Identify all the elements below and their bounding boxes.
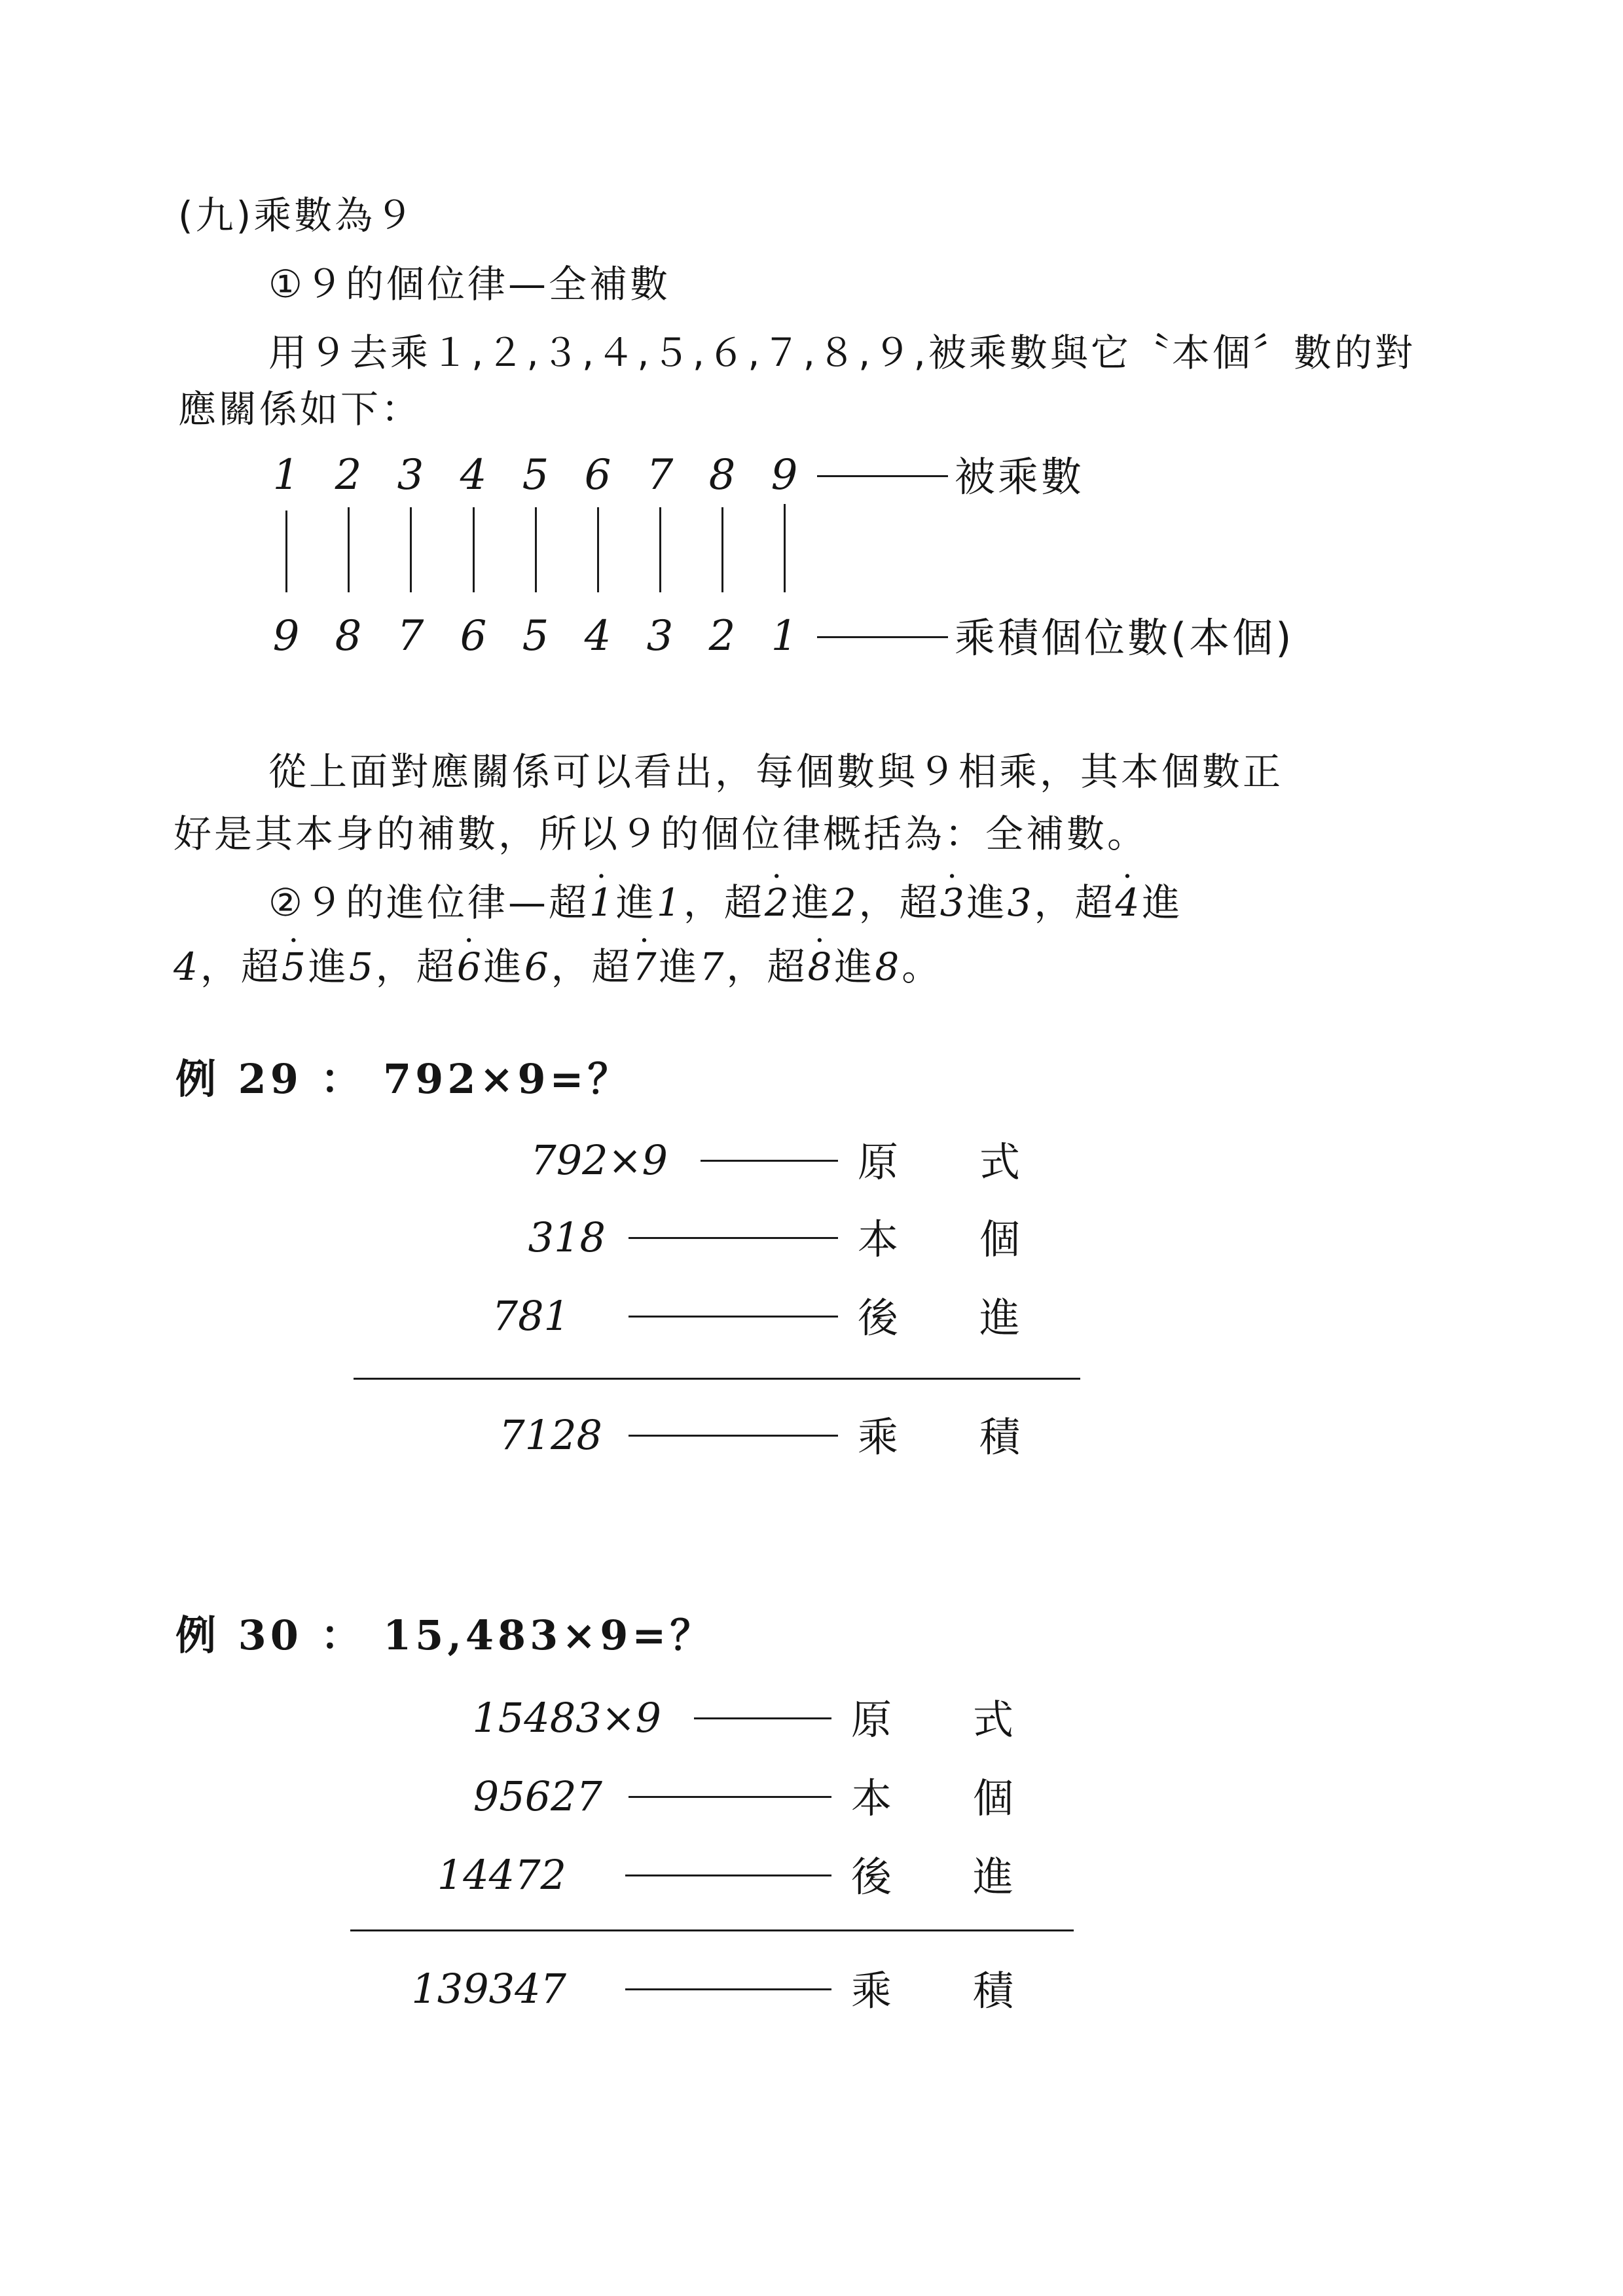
connector-line — [721, 507, 723, 592]
bottom-row-label: 乘積個位數(本個) — [955, 614, 1294, 662]
bottom-digit: 4 — [584, 612, 611, 660]
top-digit: 2 — [335, 451, 362, 499]
bottom-digit: 9 — [272, 612, 300, 660]
bottom-leader-line — [817, 636, 948, 638]
carry-digit: 5 — [348, 944, 376, 989]
bottom-digit: 8 — [335, 612, 362, 660]
section-heading: (九)乘數為９ — [178, 193, 416, 238]
example-30-units-value: 95627 — [473, 1772, 602, 1820]
leader-line — [701, 1160, 838, 1162]
example-30-product-label: 乘 積 — [851, 1967, 1014, 2015]
leader-line — [629, 1435, 838, 1437]
rule-text: 進 — [615, 880, 657, 925]
paragraph-1-line-2: 應關係如下： — [178, 387, 422, 431]
rule-text: 進 — [1142, 880, 1183, 925]
paragraph-2-line-1: 從上面對應關係可以看出，每個數與９相乘，其本個數正 — [268, 749, 1284, 794]
top-digit: 7 — [646, 451, 674, 499]
carry-digit: 3 — [1007, 880, 1034, 925]
example-29-units-value: 318 — [528, 1213, 606, 1261]
top-digit: 8 — [708, 451, 736, 499]
top-digit: 1 — [272, 451, 300, 499]
bottom-digit: 7 — [397, 612, 424, 660]
connector-line — [784, 504, 786, 592]
example-29-carry-value: 781 — [492, 1292, 570, 1340]
bottom-digit: 2 — [708, 612, 736, 660]
example-29-product-value: 7128 — [499, 1411, 602, 1459]
carry-digit: 1 — [656, 880, 684, 925]
connector-line — [473, 507, 475, 592]
dotted-digit: · 4 — [1116, 880, 1142, 925]
carry-digit: 2 — [831, 880, 859, 925]
rule-text: ，超 — [683, 880, 765, 925]
example-29-units-label: 本 個 — [858, 1215, 1021, 1263]
paragraph-2-line-2: 好是其本身的補數，所以９的個位律概括為：全補數。 — [173, 812, 1148, 856]
dotted-digit: · 3 — [940, 880, 967, 925]
leader-line — [625, 1988, 831, 1990]
rule-text: ②９的進位律—超 — [268, 880, 589, 925]
rule-text: 。 — [902, 944, 943, 989]
rule-text: 進 — [659, 944, 700, 989]
example-29-carry-label: 後 進 — [858, 1294, 1021, 1342]
example-29-title: 例 29 ： 792×9=？ — [175, 1055, 632, 1103]
carry-digit: 8 — [875, 944, 902, 989]
rule-text: ，超 — [200, 944, 282, 989]
paragraph-1-line-1: 用９去乘１,２,３,４,５,６,７,８,９,被乘數與它〝本個〞數的對 — [268, 331, 1415, 375]
sum-line — [354, 1378, 1080, 1380]
rule-text: 進 — [483, 944, 524, 989]
example-29-original-value: 792×9 — [530, 1136, 668, 1184]
leader-line — [629, 1237, 838, 1239]
dotted-digit: · 2 — [765, 880, 792, 925]
example-30-title: 例 30 ： 15,483×9=？ — [175, 1611, 715, 1659]
connector-line — [348, 507, 350, 592]
example-30-carry-label: 後 進 — [851, 1853, 1014, 1901]
top-digit: 3 — [397, 451, 424, 499]
leader-line — [629, 1316, 838, 1318]
rule-text: ，超 — [1034, 880, 1116, 925]
rule-text: 進 — [308, 944, 349, 989]
connector-line — [535, 507, 537, 592]
dotted-digit: · 6 — [457, 944, 484, 989]
bottom-digit: 1 — [771, 612, 798, 660]
leader-line — [694, 1717, 831, 1719]
top-digit: 9 — [771, 451, 798, 499]
rule-2-line-1 — [268, 880, 1183, 925]
rule-text: ，超 — [551, 944, 632, 989]
sum-line — [350, 1929, 1074, 1931]
connector-line — [659, 507, 661, 592]
dotted-digit: · 7 — [632, 944, 659, 989]
carry-digit: 7 — [699, 944, 727, 989]
leader-line — [629, 1796, 831, 1798]
rule-text: 進 — [966, 880, 1008, 925]
example-29-original-label: 原 式 — [858, 1138, 1021, 1186]
example-30-original-label: 原 式 — [851, 1696, 1014, 1744]
bottom-digit: 6 — [460, 612, 487, 660]
rule-text: 進 — [791, 880, 832, 925]
dotted-digit: · 5 — [282, 944, 308, 989]
top-leader-line — [817, 475, 948, 477]
top-digit: 4 — [460, 451, 487, 499]
connector-line — [597, 507, 599, 592]
top-row-label: 被乘數 — [955, 453, 1085, 501]
rule-text: ，超 — [726, 944, 808, 989]
top-digit: 6 — [584, 451, 611, 499]
dotted-digit: · 8 — [807, 944, 834, 989]
example-30-product-value: 139347 — [411, 1965, 566, 2013]
rule-text: ，超 — [858, 880, 940, 925]
top-digit: 5 — [522, 451, 549, 499]
bottom-digit: 3 — [646, 612, 674, 660]
leader-line — [625, 1874, 831, 1876]
example-30-units-label: 本 個 — [851, 1774, 1014, 1822]
carry-digit: 4 — [173, 944, 200, 989]
example-29-product-label: 乘 積 — [858, 1413, 1021, 1461]
carry-digit: 6 — [524, 944, 551, 989]
rule-1-heading: ①９的個位律—全補數 — [268, 262, 670, 306]
rule-text: 進 — [834, 944, 875, 989]
connector-line — [410, 507, 412, 592]
dotted-digit: · 1 — [589, 880, 616, 925]
example-30-carry-value: 14472 — [437, 1851, 566, 1899]
connector-line — [285, 511, 287, 592]
example-30-original-value: 15483×9 — [472, 1694, 661, 1742]
rule-text: ，超 — [375, 944, 457, 989]
bottom-digit: 5 — [522, 612, 549, 660]
rule-2-line-2 — [173, 944, 943, 989]
